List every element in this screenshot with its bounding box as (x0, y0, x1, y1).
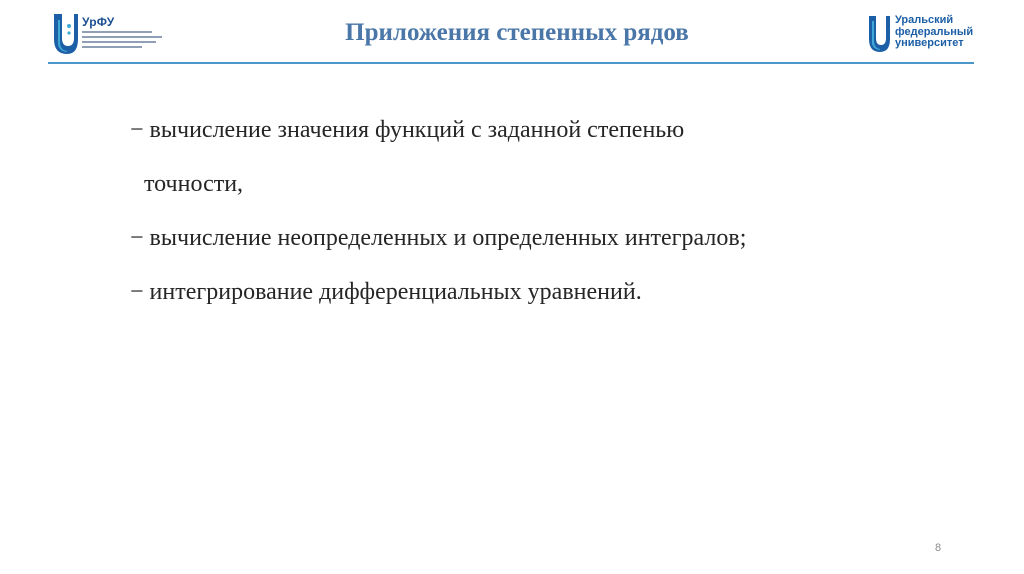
university-name-line: университет (895, 37, 964, 49)
urfu-u-icon (868, 15, 892, 53)
university-name (895, 15, 973, 50)
urfu-logo-name: УрФУ (82, 15, 115, 29)
bullet-list (130, 110, 950, 326)
list-item (130, 272, 950, 326)
slide-title: Приложения степенных рядов (345, 19, 689, 46)
dash-bullet: − (130, 225, 144, 251)
page-number: 8 (935, 542, 942, 554)
list-item-text: точности, (144, 171, 244, 197)
university-name-line: федеральный (895, 25, 974, 38)
list-item-continuation (130, 164, 950, 218)
list-item-text: вычисление значения функций с заданной степенью (149, 117, 685, 143)
list-item-text: интегрирование дифференциальных уравнений. (149, 279, 642, 305)
list-item-text: вычисление неопределенных и определенных интегралов; (149, 225, 747, 251)
slide-header (0, 0, 1024, 64)
list-item (130, 218, 950, 272)
university-name-line: Уральский (895, 14, 954, 26)
ural-federal-university-logo (868, 15, 988, 55)
dash-bullet: − (130, 279, 144, 305)
list-item (130, 110, 950, 164)
dash-bullet: − (130, 117, 144, 143)
header-divider (48, 62, 974, 64)
